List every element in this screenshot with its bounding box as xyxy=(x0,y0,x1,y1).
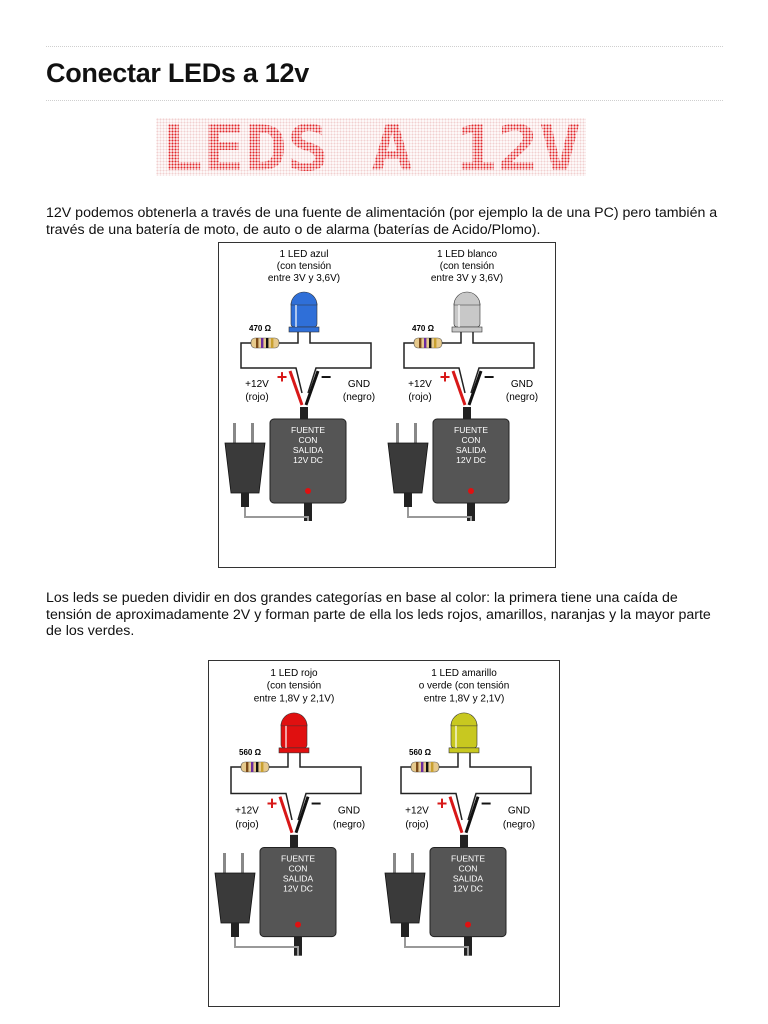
categories-paragraph: Los leds se pueden dividir en dos grandes categorías en base al color: la primera tiene una caída de tensión de aproximadamente 2V y forman parte de ella los leds rojos, amarillos, naranjas y la mayor parte de los verdes. xyxy=(46,590,711,639)
mains-cable xyxy=(408,507,471,521)
wall-plug xyxy=(388,443,428,493)
mains-cable xyxy=(405,937,468,956)
plug-pin-left xyxy=(393,853,396,873)
led-rim xyxy=(452,327,482,332)
circuit-white-led xyxy=(388,249,538,521)
minus-sign: − xyxy=(310,793,322,814)
resistor-band xyxy=(251,762,253,772)
minus-label: GND xyxy=(507,805,531,817)
resistor-band xyxy=(416,762,418,772)
psu-label-4: 12V DC xyxy=(293,455,323,465)
resistor xyxy=(411,762,439,772)
psu-label-4: 12V DC xyxy=(453,883,483,894)
psu-indicator-light xyxy=(465,922,471,928)
psu-label-2: CON xyxy=(461,435,481,445)
psu-label-3: SALIDA xyxy=(292,445,324,455)
wire-led-anode xyxy=(269,753,288,767)
circuit-diagram-2 xyxy=(209,661,559,1006)
wall-plug xyxy=(225,443,265,493)
resistor-band xyxy=(266,338,268,348)
psu-label-4: 12V DC xyxy=(456,455,486,465)
plus-sublabel: (rojo) xyxy=(245,392,269,403)
led-dome xyxy=(281,713,307,726)
plug-pin-left xyxy=(396,423,399,443)
led-dome xyxy=(451,713,477,726)
plug-pin-right xyxy=(411,853,414,873)
resistor-band xyxy=(419,338,421,348)
minus-label: GND xyxy=(510,379,534,390)
led-voltage-line1: o verde (con tensión xyxy=(418,680,510,692)
led-title: 1 LED amarillo xyxy=(431,667,497,679)
plus-sign: + xyxy=(266,793,278,814)
minus-sign: − xyxy=(320,367,332,387)
led-title: 1 LED blanco xyxy=(436,249,498,260)
wire-led-anode xyxy=(279,332,298,343)
minus-sign: − xyxy=(483,367,495,387)
psu-label-2: CON xyxy=(458,863,478,874)
wire-led-anode xyxy=(442,332,461,343)
resistor-band xyxy=(426,762,428,772)
wall-plug-cable xyxy=(401,923,409,937)
page-title: Conectar LEDs a 12v xyxy=(46,58,309,88)
minus-label: GND xyxy=(337,805,361,817)
minus-sublabel: (negro) xyxy=(502,819,536,831)
minus-sublabel: (negro) xyxy=(332,819,366,831)
intro-paragraph: 12V podemos obtenerla a través de una fuente de alimentación (por ejemplo la de una PC) pero también a través de una batería de moto, de auto o de alarma (baterías de Acido/Plomo). xyxy=(46,205,718,238)
resistor-band xyxy=(271,338,273,348)
led-rim xyxy=(449,748,479,753)
led-voltage-line2: entre 3V y 3,6V) xyxy=(267,273,341,284)
psu-cable-boot xyxy=(290,835,298,848)
led-title: 1 LED rojo xyxy=(270,667,318,679)
psu-label-1: FUENTE xyxy=(451,853,485,864)
circuit-yellow-led xyxy=(385,668,535,956)
led-voltage-line2: entre 1,8V y 2,1V) xyxy=(423,693,505,705)
plus-sign: + xyxy=(439,367,451,387)
resistor-value: 470 Ω xyxy=(249,324,271,333)
resistor-band xyxy=(261,338,263,348)
wall-plug xyxy=(215,873,255,923)
plug-pin-left xyxy=(233,423,236,443)
resistor-band xyxy=(256,338,258,348)
resistor xyxy=(414,338,442,348)
led-voltage-line2: entre 1,8V y 2,1V) xyxy=(253,693,335,705)
minus-label: GND xyxy=(347,379,371,390)
minus-sublabel: (negro) xyxy=(505,392,539,403)
plug-pin-right xyxy=(251,423,254,443)
resistor-band xyxy=(424,338,426,348)
led-voltage-line2: entre 3V y 3,6V) xyxy=(430,273,504,284)
wire-led-anode xyxy=(439,753,458,767)
psu-label-2: CON xyxy=(298,435,318,445)
led-voltage-line1: (con tensión xyxy=(439,261,495,272)
led-dome xyxy=(291,292,317,305)
leds-a-12v-banner xyxy=(156,118,586,176)
resistor xyxy=(241,762,269,772)
resistor-band xyxy=(421,762,423,772)
resistor-band xyxy=(434,338,436,348)
plug-pin-left xyxy=(223,853,226,873)
wall-plug-cable xyxy=(241,493,249,507)
plus-sign: + xyxy=(436,793,448,814)
mains-cable xyxy=(245,507,308,521)
minus-sign: − xyxy=(480,793,492,814)
black-lead xyxy=(306,371,318,405)
resistor-band xyxy=(431,762,433,772)
plus-sublabel: (rojo) xyxy=(405,819,429,831)
resistor-band xyxy=(429,338,431,348)
plus-label: +12V xyxy=(405,805,429,817)
psu-label-3: SALIDA xyxy=(452,873,484,884)
circuit-red-led xyxy=(215,668,365,956)
figure-red-yellow-leds xyxy=(208,660,560,1007)
circuit-blue-led xyxy=(225,249,375,521)
resistor-value: 560 Ω xyxy=(409,748,431,757)
led-voltage-line1: (con tensión xyxy=(276,261,332,272)
figure-blue-white-leds xyxy=(218,242,556,568)
plus-label: +12V xyxy=(408,379,432,390)
psu-indicator-light xyxy=(295,922,301,928)
minus-sublabel: (negro) xyxy=(342,392,376,403)
led-dome xyxy=(454,292,480,305)
psu-label-1: FUENTE xyxy=(454,425,488,435)
black-lead xyxy=(466,797,478,833)
plus-label: +12V xyxy=(245,379,269,390)
plus-sign: + xyxy=(276,367,288,387)
plus-sublabel: (rojo) xyxy=(408,392,432,403)
led-voltage-line1: (con tensión xyxy=(266,680,322,692)
psu-cable-boot xyxy=(460,835,468,848)
resistor-value: 560 Ω xyxy=(239,748,261,757)
black-lead xyxy=(296,797,308,833)
psu-cable-boot xyxy=(463,407,471,419)
psu-indicator-light xyxy=(468,488,474,494)
resistor-band xyxy=(261,762,263,772)
resistor-band xyxy=(246,762,248,772)
plus-label: +12V xyxy=(235,805,259,817)
psu-label-1: FUENTE xyxy=(281,853,315,864)
black-lead xyxy=(469,371,481,405)
psu-label-3: SALIDA xyxy=(455,445,487,455)
title-divider xyxy=(46,100,723,101)
mains-cable xyxy=(235,937,298,956)
resistor-band xyxy=(256,762,258,772)
psu-label-3: SALIDA xyxy=(282,873,314,884)
resistor-value: 470 Ω xyxy=(412,324,434,333)
circuit-diagram-1 xyxy=(219,243,555,567)
psu-cable-boot xyxy=(300,407,308,419)
resistor xyxy=(251,338,279,348)
top-divider xyxy=(46,46,723,47)
wall-plug xyxy=(385,873,425,923)
banner-text: LEDS A 12V xyxy=(161,118,581,176)
psu-label-1: FUENTE xyxy=(291,425,325,435)
led-rim xyxy=(279,748,309,753)
wall-plug-cable xyxy=(231,923,239,937)
psu-indicator-light xyxy=(305,488,311,494)
led-rim xyxy=(289,327,319,332)
wall-plug-cable xyxy=(404,493,412,507)
psu-label-2: CON xyxy=(288,863,308,874)
plug-pin-right xyxy=(241,853,244,873)
psu-label-4: 12V DC xyxy=(283,883,313,894)
led-title: 1 LED azul xyxy=(279,249,329,260)
plug-pin-right xyxy=(414,423,417,443)
plus-sublabel: (rojo) xyxy=(235,819,259,831)
